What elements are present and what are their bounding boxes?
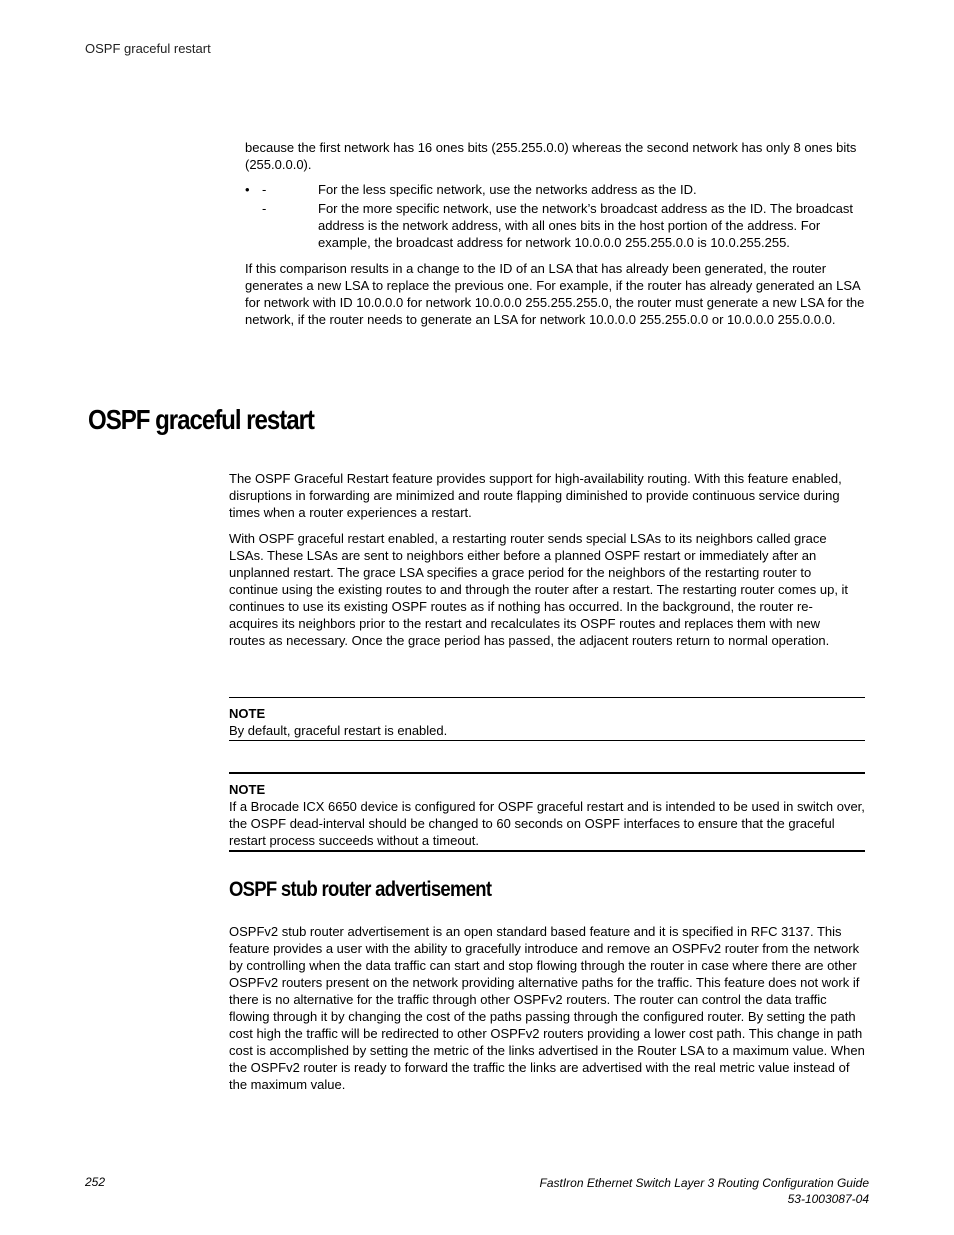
- footer-doc-info: [539, 1175, 869, 1207]
- page-number: 252: [85, 1175, 106, 1189]
- note-box: [229, 697, 865, 741]
- list-item-text: For the more specific network, use the network’s broadcast address as the ID. The broadcast address is the network address, with all ones bits in the host portion of the address. For example, the broadcast address for network 10.0.0.0 255.255.0.0 is 10.0.255.255.: [318, 201, 853, 250]
- note-text: If a Brocade ICX 6650 device is configured for OSPF graceful restart and is intended to be used in switch over, the OSPF dead-interval should be changed to 60 seconds on OSPF interfaces to ensure that the graceful restart process succeeds without a timeout.: [229, 799, 865, 848]
- intro-closing: If this comparison results in a change to the ID of an LSA that has already been generated, the router generates a new LSA to replace the previous one. For example, if the router has already generated an LSA for network with ID 10.0.0.0 for network 10.0.0.0 255.255.255.0, the router must generate a new LSA for the network, if the router needs to generate an LSA for network 10.0.0.0 255.255.0.0 or 10.0.0.0 255.0.0.0.: [245, 261, 865, 327]
- note-heading: NOTE: [229, 782, 266, 797]
- list-item: [245, 181, 865, 198]
- bullet-marker: •: [245, 182, 250, 197]
- running-header: OSPF graceful restart: [85, 41, 211, 56]
- note-box: [229, 772, 865, 852]
- section-paragraph: With OSPF graceful restart enabled, a restarting router sends special LSAs to its neighbors called grace LSAs. These LSAs are sent to neighbors either before a planned OSPF restart or immediately after an unplanned restart. The grace LSA specifies a grace period for the neighbors of the restarting router to continue using the existing routes to and through the router after a restart. The restarting router comes up, it continues to use its existing OSPF routes as if nothing has occurred. In the background, the router re-acquires its neighbors prior to the restart and recalculates its OSPF routes and replaces them with new routes as necessary. Once the grace period has passed, the adjacent routers return to normal operation.: [229, 531, 849, 648]
- dash-marker: -: [262, 182, 267, 197]
- footer-doc-title: FastIron Ethernet Switch Layer 3 Routing Configuration Guide: [539, 1176, 869, 1190]
- dash-marker: -: [262, 201, 267, 216]
- note-heading: NOTE: [229, 706, 266, 721]
- list-item-text: For the less specific network, use the networks address as the ID.: [318, 182, 697, 197]
- footer-doc-number: 53-1003087-04: [787, 1192, 869, 1206]
- section-paragraph: The OSPF Graceful Restart feature provides support for high-availability routing. With this feature enabled, disruptions in forwarding are minimized and route flapping diminished to provide continuous service during times when a router experiences a restart.: [229, 471, 842, 520]
- subsection-body: [229, 923, 865, 1093]
- note-text: By default, graceful restart is enabled.: [229, 723, 448, 738]
- section-title: OSPF graceful restart: [88, 404, 314, 435]
- list-item: [245, 200, 865, 251]
- subsection-paragraph: OSPFv2 stub router advertisement is an open standard based feature and it is specified in RFC 3137. This feature provides a user with the ability to gracefully introduce and remove an OSPFv2 router from the network by controlling when the data traffic can start and stop flowing through the router in case where there are other OSPFv2 routers present on the network providing alternative paths for the traffic. This feature does not work if there is no alternative for the traffic through other OSPFv2 routers. The router can control the data traffic flowing through it by changing the cost of the paths passing through the configured router. By setting the path cost high the traffic will be redirected to other OSPFv2 routers providing a lower cost path. This change in path cost is accomplished by setting the metric of the links advertised in the Router LSA to a maximum value. When the OSPFv2 router is ready to forward the traffic the links are advertised with the real metric value instead of the maximum value.: [229, 924, 865, 1092]
- section-body: [229, 470, 859, 649]
- subsection-title: OSPF stub router advertisement: [229, 878, 492, 901]
- intro-continuation: because the first network has 16 ones bits (255.255.0.0) whereas the second network has only 8 ones bits (255.0.0.0).: [245, 140, 857, 172]
- intro-block: [245, 139, 865, 328]
